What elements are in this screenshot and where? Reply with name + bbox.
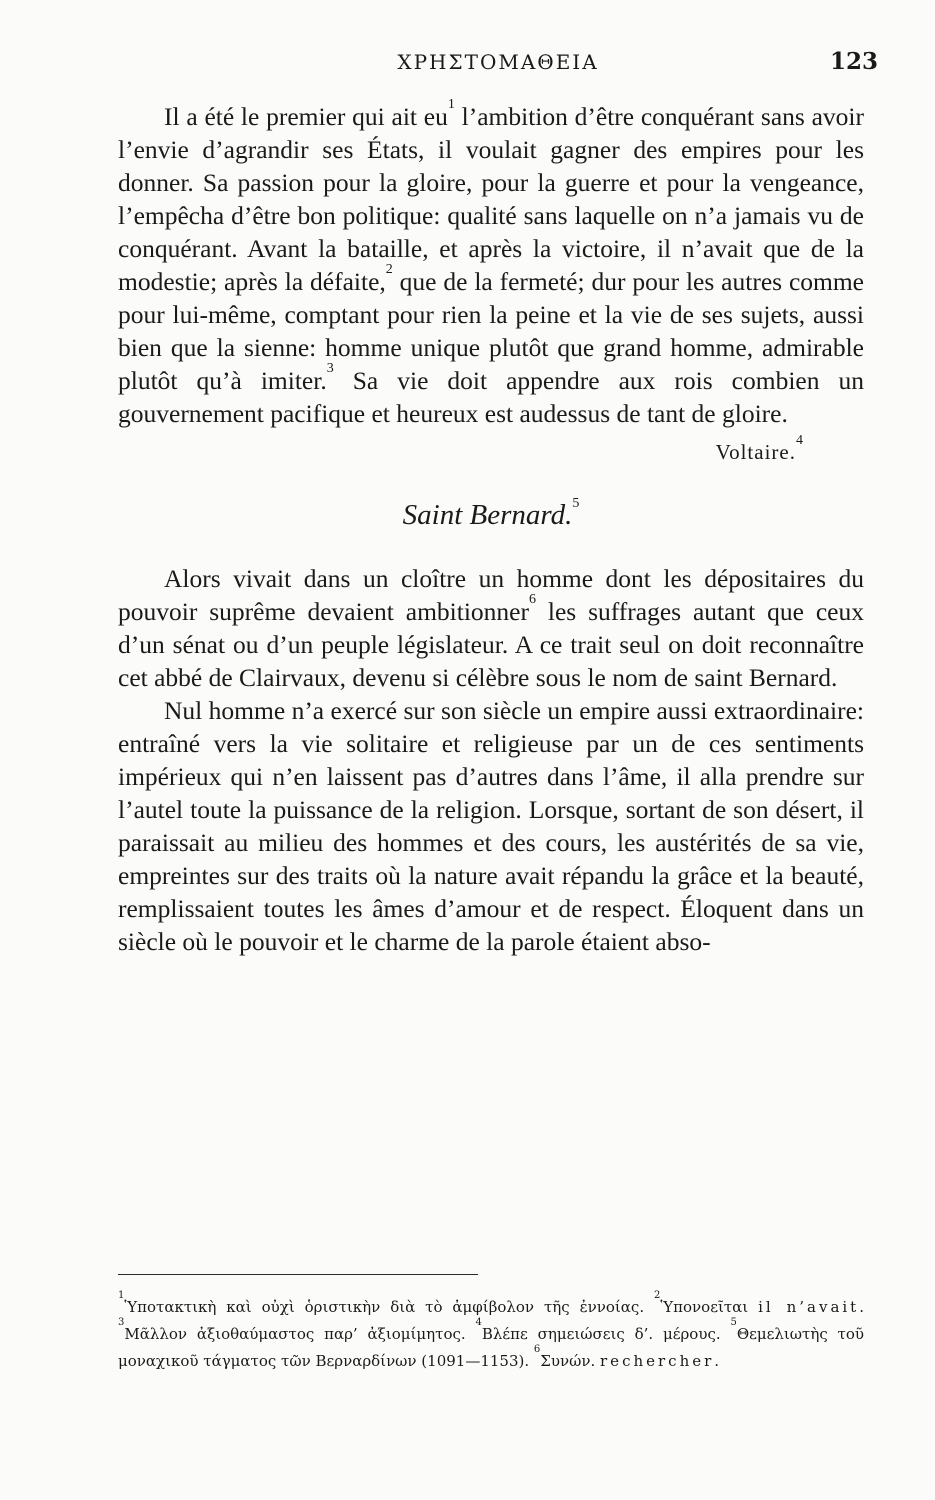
paragraph-charles-xii [118, 97, 865, 430]
footnote-text: Μᾶλλον ἀξιοθαύμαστος παρ’ ἀξιομίμητος. [124, 1325, 476, 1343]
footnotes [118, 1290, 864, 1375]
section-title-text: Saint Bernard. [402, 499, 573, 531]
footnote-number: 6 [533, 1344, 541, 1355]
footnote-spaced-text: il n’avait [758, 1298, 860, 1316]
footnote-ref: 5 [572, 496, 580, 511]
main-text [118, 97, 865, 958]
footnote-ref: 6 [528, 592, 536, 607]
paragraph-nul-homme: Nul homme n’a exercé sur son siècle un empire aussi extraordinaire: entraîné vers la vie solitaire et religieuse par un de ces sentiments impérieux qui n’en laissent pas d’autres dans l’âme, il alla prendre sur l’autel toute la puissance de la religion. Lorsque, sortant de son désert, il paraissait au milieu des hommes et des cours, les austérités de sa vie, empreintes sur des traits où la nature avait répandu la grâce et la beauté, remplissaient toutes les âmes d’amour et de respect. Éloquent dans un siècle où le pouvoir et le charme de la parole étaient abso- [118, 696, 864, 956]
text-segment: l’ambition d’être conquérant sans avoir l’envie d’agrandir ses États, il voulait gagner des empires pour les donner. Sa passion pour la gloire, pour la guerre et pour la vengeance, l’empêcha d’être bon politique: qualité sans laquelle on n’a jamais vu de conquérant. Avant la bataille, et après la victoire, il n’avait que de la modestie; après la défaite, [118, 102, 864, 296]
footnote-3 [118, 1317, 476, 1343]
footnote-text: Ὑπονοεῖται [660, 1298, 759, 1316]
footnote-4 [475, 1317, 731, 1343]
paragraph-cloitre [118, 562, 864, 694]
footnote-1 [118, 1290, 655, 1316]
footnote-number: 5 [730, 1317, 737, 1328]
page-number: 123 [829, 48, 878, 75]
footnote-number: 4 [475, 1317, 482, 1328]
running-head [118, 48, 878, 78]
footnote-ref: 3 [326, 361, 334, 376]
footnote-number: 1 [118, 1290, 125, 1301]
text-segment: les suffrages autant que ceux d’un sénat ou d’un peuple législateur. A ce trait seul on doit reconnaître cet abbé de Clairvaux, devenu si célèbre sous le nom de saint Bernard. [118, 597, 864, 692]
footnote-2 [654, 1290, 864, 1316]
text-segment: Sa vie doit appendre aux rois combien un gouvernement pacifique et heureux est audessus de tant de gloire. [118, 366, 864, 428]
footnote-ref: 1 [447, 97, 455, 112]
footnote-ref: 2 [385, 262, 393, 277]
running-title: ΧΡΗΣΤΟΜΑΘΕΙΑ [397, 50, 599, 74]
footnote-spaced-text: rechercher [600, 1352, 715, 1370]
footnote-text: Ὑποτακτικὴ καὶ οὐχὶ ὁριστικὴν διὰ τὸ ἀμφίβολον τῆς ἐννοίας. [124, 1298, 655, 1316]
author-name: Voltaire. [715, 440, 796, 464]
footnote-punct: . [714, 1352, 720, 1370]
footnote-text: Συνών. [540, 1352, 601, 1370]
footnote-ref: 4 [796, 433, 804, 448]
text-segment: que de la fermeté; dur pour les autres comme pour lui-même, comptant pour rien la peine et la vie de ses sujets, aussi bien que la sienne: homme unique plutôt que grand homme, admirable plutôt qu’à imiter. [118, 267, 865, 395]
footnote-number: 3 [118, 1317, 125, 1328]
author-attribution [118, 433, 864, 469]
footnote-punct: . [859, 1298, 864, 1316]
footnote-number: 2 [654, 1290, 661, 1301]
footnote-text: Θεμελιωτὴς τοῦ μοναχικοῦ τάγματος τῶν Βερναρδίνων (1091—1153). [118, 1325, 864, 1370]
text-segment: Alors vivait dans un cloître un homme dont les dépositaires du pouvoir suprême devaient ambitionner [118, 564, 864, 626]
footnote-text: Βλέπε σημειώσεις δ’. μέρους. [481, 1325, 731, 1343]
text-segment: Il a été le premier qui ait eu [164, 102, 448, 131]
section-title [118, 496, 864, 532]
footnote-divider [118, 1274, 478, 1275]
footnote-6 [533, 1344, 720, 1370]
